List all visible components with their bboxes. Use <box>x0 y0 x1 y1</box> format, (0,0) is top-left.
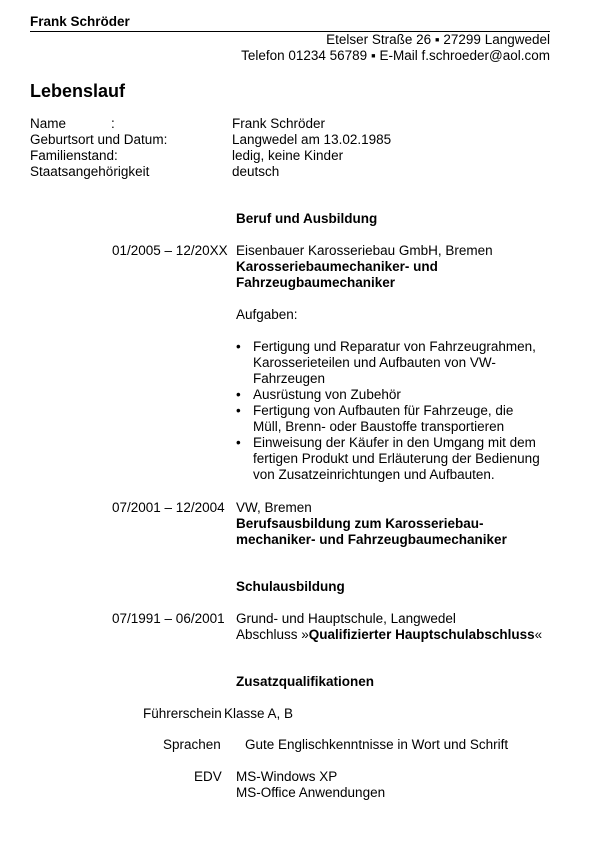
bullet-icon: • <box>236 403 241 418</box>
task-line: Fahrzeugen <box>253 371 326 386</box>
career-company: Eisenbauer Karosseriebau GmbH, Bremen <box>236 243 493 258</box>
tasks-label: Aufgaben: <box>236 307 298 322</box>
task-line: Karosserieteilen und Aufbauten von VW- <box>253 355 496 370</box>
task-line: Fertigung von Aufbauten für Fahrzeuge, die <box>253 403 514 418</box>
personal-value-name: Frank Schröder <box>232 116 326 131</box>
personal-name-separator: : <box>111 116 115 131</box>
school-name: Grund- und Hauptschule, Langwedel <box>236 611 456 626</box>
header-contact: Telefon 01234 56789 ▪ E-Mail f.schroeder@aol.com <box>241 48 550 63</box>
tasks-list <box>236 339 556 483</box>
career-role-line: Berufsausbildung zum Karosseriebau- <box>236 516 484 531</box>
degree-prefix: Abschluss » <box>236 627 309 642</box>
section-heading-extra: Zusatzqualifikationen <box>236 674 375 689</box>
extra-value-edv: MS-Office Anwendungen <box>236 785 386 800</box>
header-name: Frank Schröder <box>30 14 130 29</box>
personal-value-birth: Langwedel am 13.02.1985 <box>232 132 392 147</box>
task-line: Fertigung und Reparatur von Fahrzeugrahmen, <box>253 339 536 354</box>
task-line: fertigen Produkt und Erläuterung der Bedienung <box>253 451 540 466</box>
task-line: von Zusatzeinrichtungen und Aufbauten. <box>253 467 495 482</box>
extra-label-languages: Sprachen <box>163 737 221 752</box>
section-heading-career: Beruf und Ausbildung <box>236 211 378 226</box>
career-role-line: Fahrzeugbaumechaniker <box>236 275 396 290</box>
personal-label-family: Familienstand: <box>30 148 118 163</box>
career-company: VW, Bremen <box>236 500 312 515</box>
extra-label-edv: EDV <box>194 769 222 784</box>
career-role-line: mechaniker- und Fahrzeugbaumechaniker <box>236 532 507 547</box>
personal-label-name: Name <box>30 116 67 131</box>
header-address: Etelser Straße 26 ▪ 27299 Langwedel <box>326 32 550 47</box>
career-role-line: Karosseriebaumechaniker- und <box>236 259 438 274</box>
section-heading-school: Schulausbildung <box>236 579 345 594</box>
extra-value-languages: Gute Englischkenntnisse in Wort und Schrift <box>245 737 509 752</box>
extra-value-edv: MS-Windows XP <box>236 769 338 784</box>
school-dates: 07/1991 – 06/2001 <box>112 611 225 626</box>
extra-label-license: Führerschein <box>143 706 222 721</box>
task-line: Müll, Brenn- oder Baustoffe transportieren <box>253 419 505 434</box>
school-degree <box>236 627 542 643</box>
page-title: Lebenslauf <box>30 81 126 101</box>
extra-value-license: Klasse A, B <box>224 706 294 721</box>
personal-value-family: ledig, keine Kinder <box>232 148 344 163</box>
list-item <box>236 387 556 403</box>
personal-value-nationality: deutsch <box>232 164 280 179</box>
career-dates: 01/2005 – 12/20XX <box>112 243 228 258</box>
career-dates: 07/2001 – 12/2004 <box>112 500 225 515</box>
task-line: Einweisung der Käufer in den Umgang mit dem <box>253 435 536 450</box>
personal-label-birth: Geburtsort und Datum: <box>30 132 168 147</box>
degree-suffix: « <box>534 627 543 642</box>
list-item <box>236 339 556 387</box>
list-item <box>236 403 556 435</box>
bullet-icon: • <box>236 435 241 450</box>
degree-title: Qualifizierter Hauptschulabschluss <box>308 627 535 642</box>
personal-label-nationality: Staatsangehörigkeit <box>30 164 150 179</box>
list-item <box>236 435 556 483</box>
bullet-icon: • <box>236 339 241 354</box>
task-line: Ausrüstung von Zubehör <box>253 387 401 402</box>
bullet-icon: • <box>236 387 241 402</box>
